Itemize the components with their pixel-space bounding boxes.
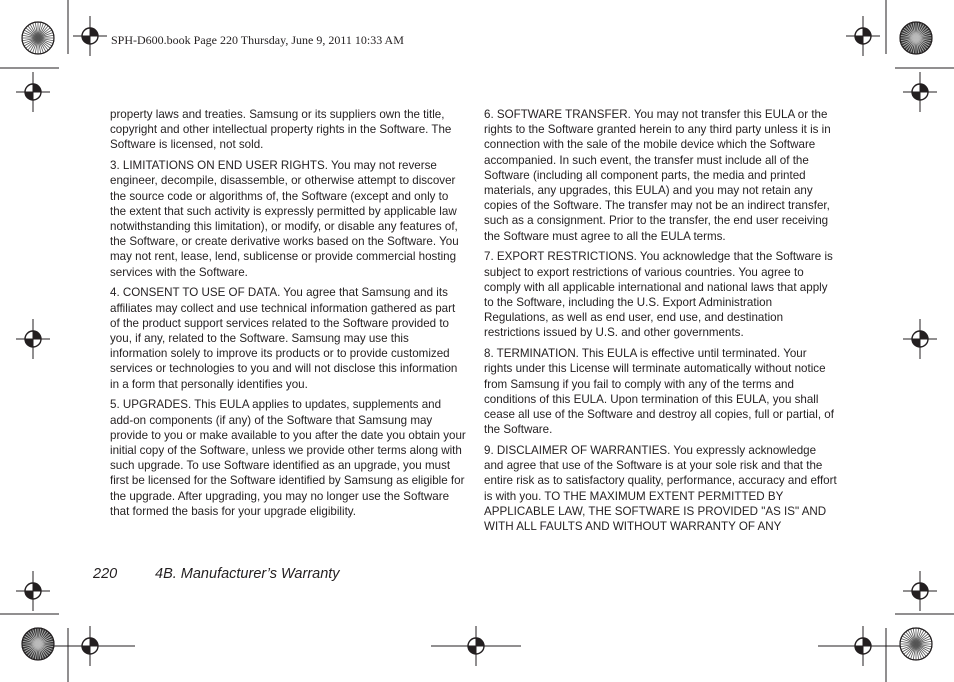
page-footer: [93, 566, 340, 582]
registration-mark: [903, 571, 937, 611]
paragraph-property-laws: property laws and treaties. Samsung or its suppliers own the title, copyright and other intellectual property rights in the Software. The Software is licensed, not sold.: [110, 108, 452, 152]
starburst-target: [900, 22, 932, 54]
right-column: [484, 107, 838, 540]
registration-mark: [16, 319, 50, 359]
registration-mark: [846, 16, 880, 56]
page-number: 220: [93, 566, 118, 582]
left-column: [110, 107, 466, 525]
starburst-target: [22, 628, 54, 660]
paragraph-termination: 8. TERMINATION. This EULA is effective until terminated. Your rights under this License will terminate automatically without notice from Samsung if you fail to comply with any of the terms and conditions of this EULA. Upon termination of this EULA, you shall cease all use of the Software and destroy all copies, full or partial, of the Software.: [484, 347, 834, 437]
section-title: 4B. Manufacturer’s Warranty: [155, 566, 340, 582]
registration-mark: [818, 626, 908, 666]
registration-mark: [903, 319, 937, 359]
starburst-target: [900, 628, 932, 660]
book-slug-header: SPH-D600.book Page 220 Thursday, June 9, 2011 10:33 AM: [111, 33, 404, 47]
paragraph-limitations: 3. LIMITATIONS ON END USER RIGHTS. You may not reverse engineer, decompile, disassemble, or otherwise attempt to discover the source code or algorithms of, the Software (except and only to the extent that such activity is expressly permitted by applicable law notwithstanding this limitation), or modify, or disable any features of, the Software, or create derivative works based on the Software. You may not rent, lease, lend, sublicense or provide commercial hosting services with the Software.: [110, 159, 459, 279]
registration-mark: [73, 16, 107, 56]
registration-mark: [431, 626, 521, 666]
registration-mark: [45, 626, 135, 666]
paragraph-upgrades: 5. UPGRADES. This EULA applies to updates, supplements and add-on components (if any) of the Software that Samsung may provide to you or make available to you after the date you obtain your initial copy of the Software, unless we provide other terms along with such upgrade. To use Software identified as an upgrade, you must first be licensed for the Software identified by Samsung as eligible for the upgrade. After upgrading, you may no longer use the Software that formed the basis for your upgrade eligibility.: [110, 398, 466, 518]
paragraph-export-restrictions: 7. EXPORT RESTRICTIONS. You acknowledge that the Software is subject to export restrictions of various countries. You agree to comply with all applicable international and national laws that apply to the Software, including the U.S. Export Administration Regulations, as well as end user, end use, and destination restrictions issued by U.S. and other governments.: [484, 250, 833, 340]
starburst-target: [22, 22, 54, 54]
registration-mark: [16, 72, 50, 112]
paragraph-disclaimer: 9. DISCLAIMER OF WARRANTIES. You expressly acknowledge and agree that use of the Software is at your sole risk and that the entire risk as to satisfactory quality, performance, accuracy and effort is with you. TO THE MAXIMUM EXTENT PERMITTED BY APPLICABLE LAW, THE SOFTWARE IS PROVIDED "AS IS" AND WITH ALL FAULTS AND WITHOUT WARRANTY OF ANY: [484, 444, 837, 534]
registration-mark: [903, 72, 937, 112]
paragraph-software-transfer: 6. SOFTWARE TRANSFER. You may not transfer this EULA or the rights to the Software granted herein to any third party unless it is in connection with the sale of the mobile device which the Software accompanied. In such event, the transfer must include all of the Software (including all component parts, the media and printed materials, any upgrades, this EULA) and you may not retain any copies of the Software. The transfer may not be an indirect transfer, such as a consignment. Prior to the transfer, the end user receiving the Software must agree to all the EULA terms.: [484, 108, 831, 243]
registration-mark: [16, 571, 50, 611]
paragraph-consent-data: 4. CONSENT TO USE OF DATA. You agree that Samsung and its affiliates may collect and use technical information gathered as part of the product support services related to the Software provided to you, if any, related to the Software. Samsung may use this information solely to improve its products or to provide customized services or technologies to you and will not disclose this information in a form that personally identifies you.: [110, 286, 458, 391]
